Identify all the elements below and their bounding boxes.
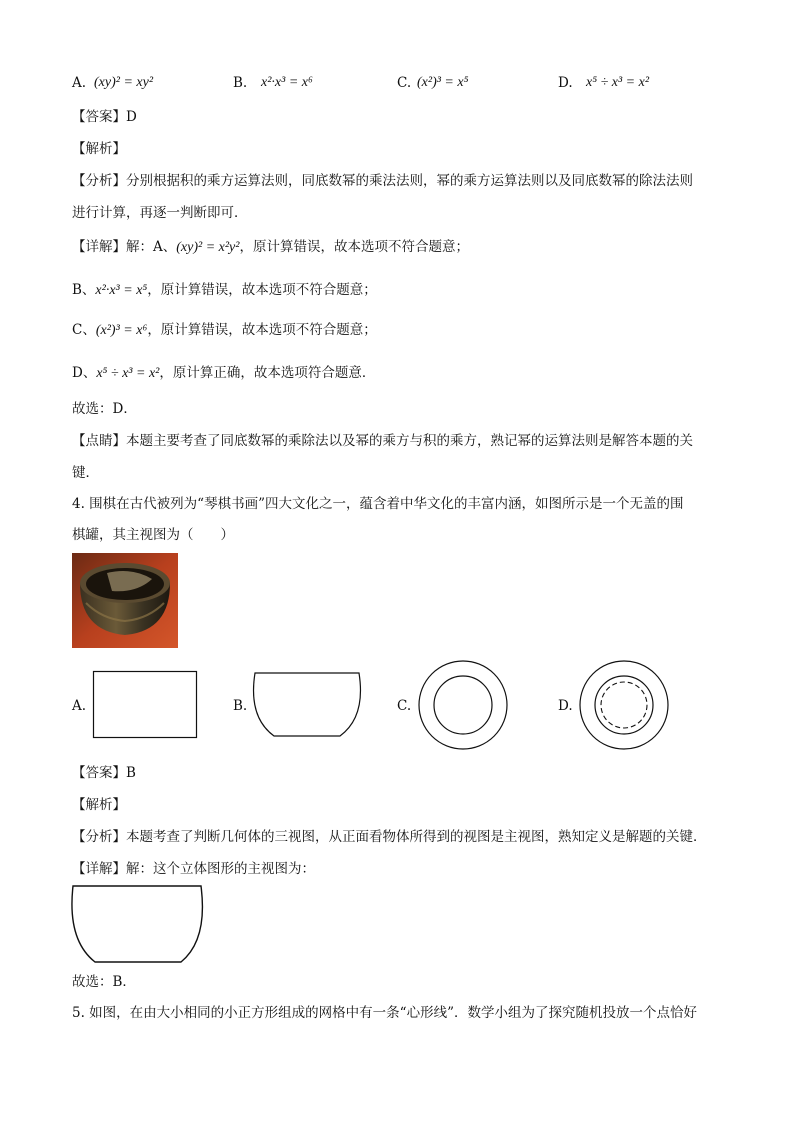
bowl-photo (72, 553, 178, 648)
q4-jiexi: 【解析】 (72, 797, 126, 813)
q5-stem-line1: 5. 如图，在由大小相同的小正方形组成的网格中有一条“心形线”．数学小组为了探究随机投放一个点恰好 (72, 1005, 697, 1021)
q3-comment-line1: 【点睛】本题主要考查了同底数幂的乘除法以及幂的乘方与积的乘方，熟记幂的运算法则是解答本题的关 (72, 433, 693, 449)
detail-b-expr: x²·x³ = x⁵ (95, 283, 148, 298)
option-a-rectangle (93, 671, 197, 739)
q3-detail-b (72, 281, 377, 300)
detail-b-prefix: B、 (72, 282, 96, 298)
option-c-label: C. (397, 75, 412, 91)
option-d-expr: x⁵ ÷ x³ = x² (586, 75, 650, 90)
q3-answer: 【答案】D (72, 109, 137, 125)
option-d-label: D. (558, 75, 573, 91)
main-view-figure (71, 884, 203, 964)
detail-c-prefix: C、 (72, 322, 96, 338)
option-b-label: B. (233, 75, 248, 91)
detail-c-text: ，原计算错误，故本选项不符合题意； (147, 322, 377, 338)
detail-d-expr: x⁵ ÷ x³ = x² (96, 366, 160, 381)
option-d-rings-dashed (579, 660, 669, 750)
detail-c-expr: (x²)³ = x⁶ (95, 323, 148, 338)
detail-d-prefix: D、 (72, 365, 97, 381)
detail-a-text: ，原计算错误，故本选项不符合题意； (239, 239, 469, 255)
option-c-rings (418, 660, 508, 750)
q3-detail-d (72, 364, 375, 383)
q3-analysis-line1: 【分析】分别根据积的乘方运算法则，同底数幂的乘法法则，幂的乘方运算法则以及同底数幂的除法法则 (72, 173, 693, 189)
q4-choose: 故选：B． (72, 974, 136, 990)
q4-stem-line2: 棋罐，其主视图为（ ） (72, 527, 234, 543)
option-b-expr: x²·x³ = x⁶ (261, 75, 313, 90)
q3-detail-a (72, 238, 469, 257)
q4-detail: 【详解】解：这个立体图形的主视图为： (72, 861, 315, 877)
q3-jiexi: 【解析】 (72, 141, 126, 157)
q3-choose: 故选：D． (72, 401, 137, 417)
option-c-expr: (x²)³ = x⁵ (417, 75, 469, 90)
detail-d-text: ，原计算正确，故本选项符合题意． (159, 365, 376, 381)
q3-comment-line2: 键． (72, 465, 99, 481)
q4-stem-line1: 4. 围棋在古代被列为“琴棋书画”四大文化之一，蕴含着中华文化的丰富内涵，如图所示是一个无盖的围 (72, 496, 684, 512)
q4-option-b-label: B. (233, 698, 248, 714)
option-b-bowl-shape (254, 672, 360, 738)
q3-analysis-line2: 进行计算，再逐一判断即可． (72, 205, 248, 221)
detail-b-text: ，原计算错误，故本选项不符合题意； (147, 282, 377, 298)
q4-option-d-label: D. (558, 698, 573, 714)
q4-option-a-label: A. (72, 698, 87, 714)
q4-analysis: 【分析】本题考查了判断几何体的三视图，从正面看物体所得到的视图是主视图，熟知定义是解题的关键． (72, 829, 707, 845)
detail-prefix: 【详解】解：A、 (72, 239, 177, 255)
option-a-label: A. (72, 75, 87, 91)
q4-option-c-label: C. (397, 698, 412, 714)
detail-a-expr: (xy)² = x²y² (176, 240, 240, 255)
option-a-expr: (xy)² = xy² (94, 75, 154, 90)
q4-answer: 【答案】B (72, 765, 136, 781)
q3-detail-c (72, 321, 377, 340)
